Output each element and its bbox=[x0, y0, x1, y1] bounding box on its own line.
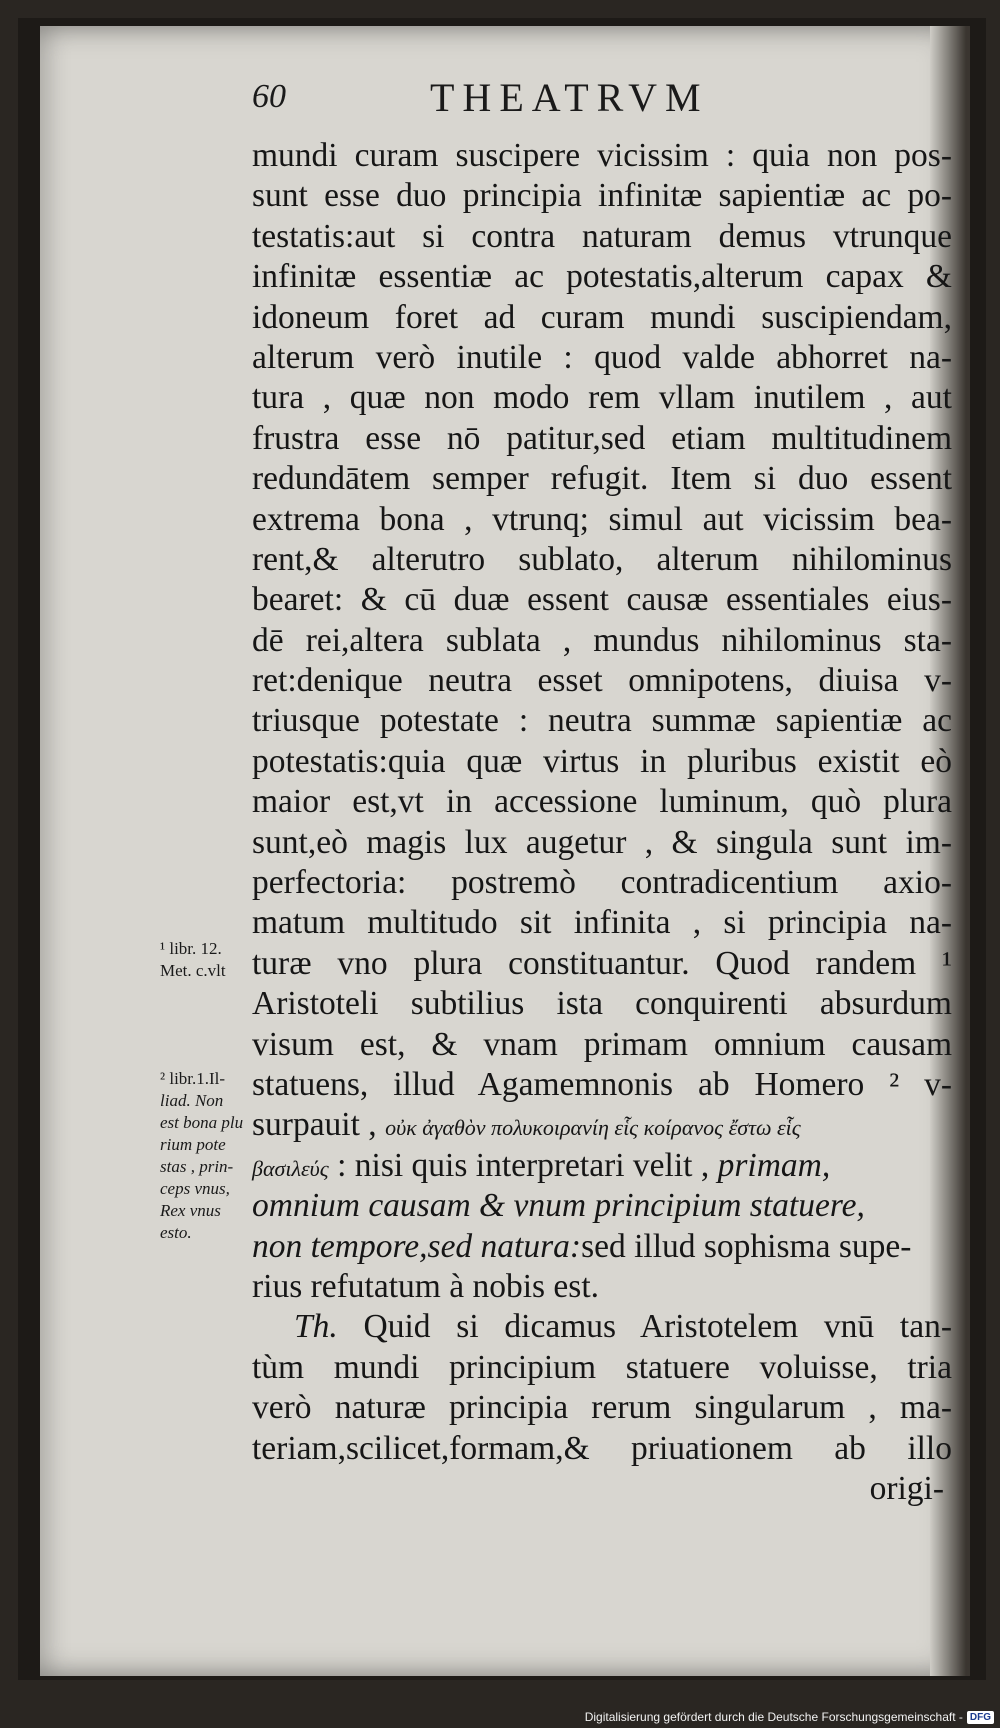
margin-note-line: ² libr.1.Il- bbox=[160, 1069, 226, 1088]
text-line: dē rei,altera sublata , mundus nihilominus sta- bbox=[252, 621, 952, 659]
margin-note-line: ceps vnus, bbox=[160, 1179, 230, 1198]
greek-word: βασιλεύς bbox=[252, 1155, 329, 1181]
margin-note-2 bbox=[160, 1068, 260, 1244]
margin-note-line: Met. c.vlt bbox=[160, 961, 226, 980]
text-line: bearet: & cū duæ essent causæ essentiales eius- bbox=[252, 581, 952, 619]
running-title: THEATRVM bbox=[430, 75, 709, 120]
text-line: idoneum foret ad curam mundi suscipiendam, bbox=[252, 298, 952, 336]
line-text: : nisi quis interpretari velit , bbox=[337, 1146, 710, 1184]
text-line: mundi curam suscipere vicissim : quia non pos- bbox=[252, 137, 952, 174]
main-text bbox=[252, 136, 952, 1509]
margin-note-line: ¹ libr. 12. bbox=[160, 939, 222, 958]
digitization-footer bbox=[585, 1710, 994, 1724]
italic-line: omnium causam & vnum principium statuere, bbox=[252, 1187, 865, 1225]
speaker-label: Th. bbox=[294, 1308, 338, 1346]
text-line: tùm mundi principium statuere voluisse, tria bbox=[252, 1348, 952, 1386]
text-line: perfectoria: postremò contradicentium axio- bbox=[252, 864, 952, 902]
text-line bbox=[252, 1227, 952, 1267]
text-line: potestatis:quia quæ virtus in pluribus existit eò bbox=[252, 742, 952, 780]
margin-note-line: liad. Non bbox=[160, 1091, 224, 1110]
text-line: sunt,eò magis lux augetur , & singula sunt im- bbox=[252, 823, 952, 861]
text-line: Aristoteli subtilius ista conquirenti absurdum bbox=[252, 985, 952, 1023]
catchword: origi- bbox=[869, 1469, 944, 1507]
text-line: alterum verò inutile : quod valde abhorret na- bbox=[252, 338, 952, 376]
italic-text: primam, bbox=[717, 1146, 831, 1184]
text-line: triusque potestate : neutra summæ sapientiæ ac bbox=[252, 702, 952, 740]
dfg-logo: DFG bbox=[967, 1711, 994, 1724]
text-line: tura , quæ non modo rem vllam inutilem , aut bbox=[252, 379, 952, 417]
greek-quote: οὐκ ἀγαθὸν πολυκοιρανίη εἷς κοίρανος ἔστω εἷς bbox=[385, 1115, 801, 1141]
paragraph-start bbox=[252, 1307, 952, 1347]
margin-note-1 bbox=[160, 938, 260, 982]
line-text: sed illud sophisma supe- bbox=[581, 1227, 912, 1265]
margin-note-line: esto. bbox=[160, 1223, 192, 1242]
margin-note-line: Rex vnus bbox=[160, 1201, 221, 1220]
text-line: testatis:aut si contra naturam demus vtrunque bbox=[252, 217, 952, 255]
text-line: visum est, & vnam primam omnium causam bbox=[252, 1025, 952, 1063]
margin-note-line: stas , prin- bbox=[160, 1157, 234, 1176]
italic-text: non tempore,sed natura: bbox=[252, 1227, 582, 1265]
page-number: 60 bbox=[252, 78, 286, 115]
greek-quote-line bbox=[252, 1105, 952, 1145]
text-line: turæ vno plura constituantur. Quod randem ¹ bbox=[252, 944, 952, 982]
text-line bbox=[252, 1146, 952, 1186]
text-line: infinitæ essentiæ ac potestatis,alterum capax & bbox=[252, 258, 952, 296]
text-line: redundātem semper refugit. Item si duo essent bbox=[252, 460, 952, 498]
page-header bbox=[252, 70, 752, 130]
text-line: sunt esse duo principia infinitæ sapientiæ ac po- bbox=[252, 177, 952, 215]
text-line: matum multitudo sit infinita , si principia na- bbox=[252, 904, 952, 942]
text-line: extrema bona , vtrunq; simul aut vicissim bea- bbox=[252, 500, 952, 538]
greek-line-prefix: surpauit , bbox=[252, 1106, 377, 1144]
text-line: frustra esse nō patitur,sed etiam multitudinem bbox=[252, 419, 952, 457]
text-line: rent,& alterutro sublato, alterum nihilominus bbox=[252, 540, 952, 578]
line-text: Quid si dicamus Aristotelem vnū tan- bbox=[363, 1308, 952, 1346]
margin-note-line: rium pote bbox=[160, 1135, 226, 1154]
text-line: ret:denique neutra esset omnipotens, diuisa v- bbox=[252, 662, 952, 700]
text-line: verò naturæ principia rerum singularum , ma- bbox=[252, 1389, 952, 1427]
footer-text: Digitalisierung gefördert durch die Deutsche Forschungsgemeinschaft - bbox=[584, 1710, 963, 1724]
text-line: teriam,scilicet,formam,& priuationem ab illo bbox=[252, 1429, 952, 1467]
text-line: statuens, illud Agamemnonis ab Homero ² v- bbox=[252, 1065, 952, 1103]
text-line: maior est,vt in accessione luminum, quò plura bbox=[252, 783, 952, 821]
text-line: rius refutatum à nobis est. bbox=[252, 1267, 600, 1305]
margin-note-line: est bona plu bbox=[160, 1113, 244, 1132]
